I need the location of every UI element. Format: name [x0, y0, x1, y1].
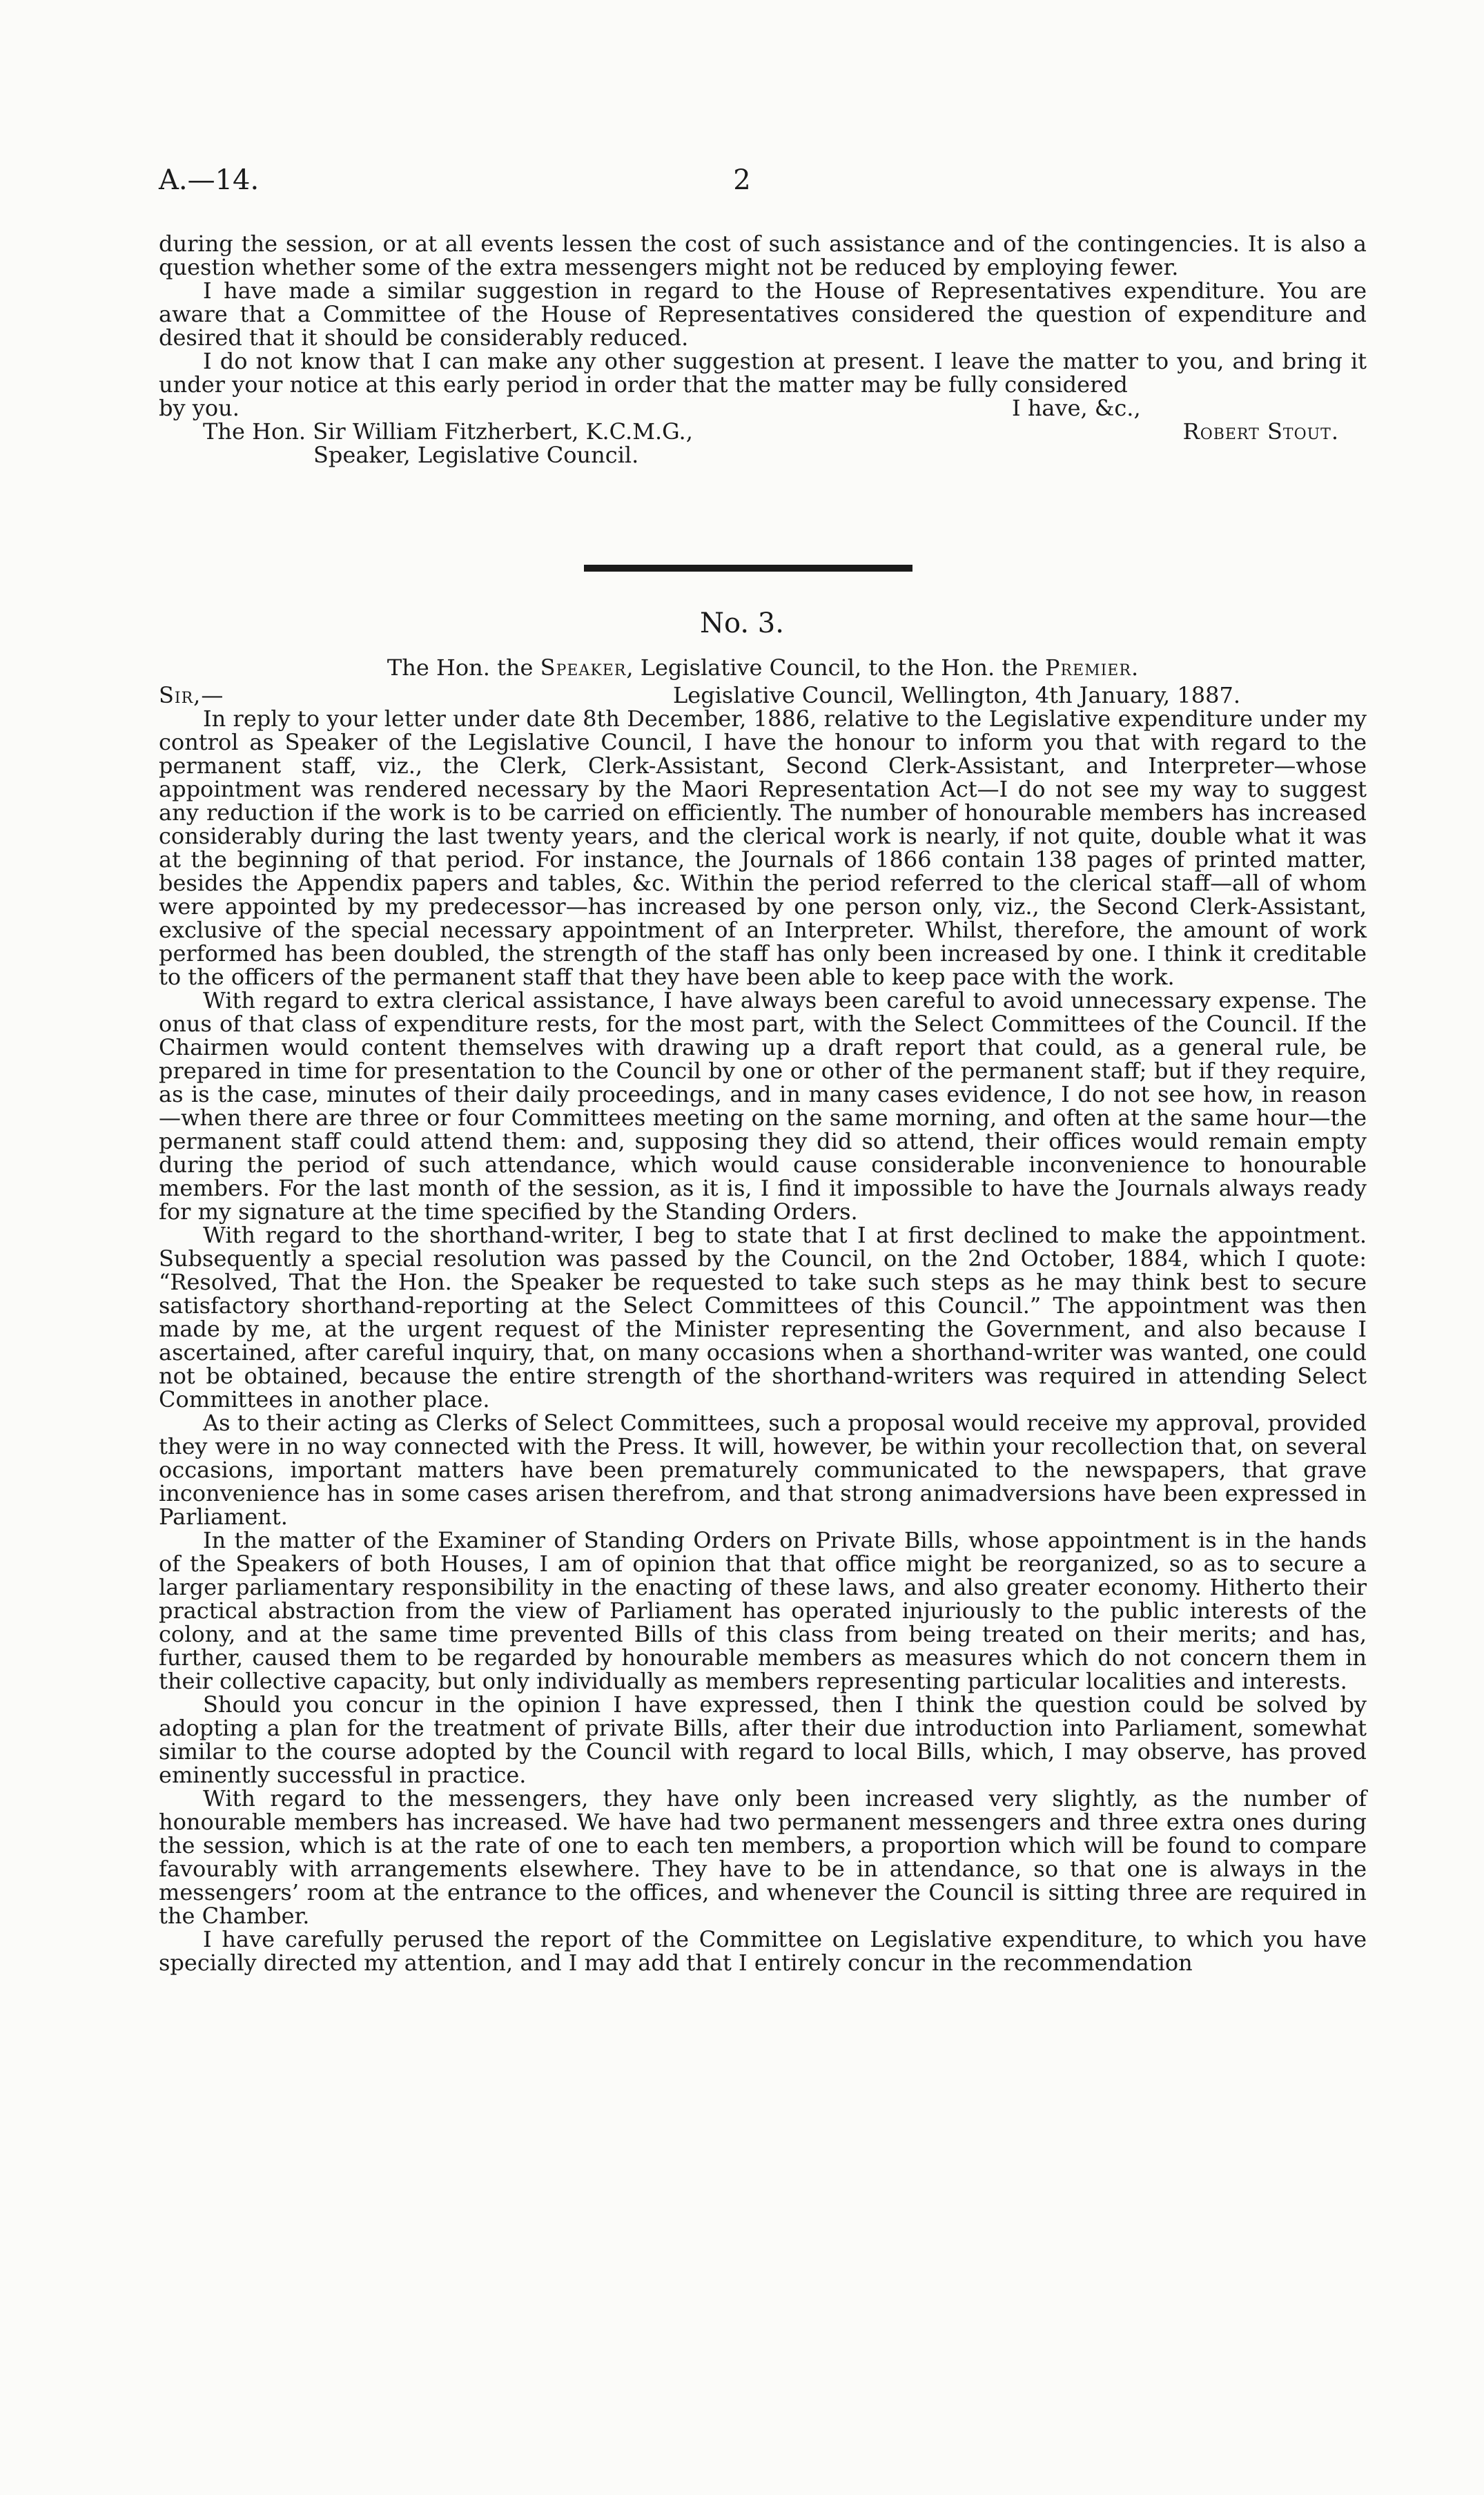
salutation-line	[159, 683, 1367, 707]
section-divider	[584, 565, 912, 572]
signature: Robert Stout.	[1182, 418, 1339, 445]
paragraph: Should you concur in the opinion I have expressed, then I think the question could be solved by adopting a plan for the treatment of private Bills, after their due introduction into Parliament, somewhat similar to the course adopted by the Council with regard to local Bills, which, I may observe, has proved eminently successful in practice.	[159, 1691, 1367, 1788]
page-header	[159, 164, 1325, 213]
heading-text: , Legislative Council, to the Hon. the	[626, 654, 1038, 681]
addressee-line	[159, 420, 1367, 443]
heading-recipient: Premier	[1044, 654, 1131, 681]
paragraph: In reply to your letter under date 8th December, 1886, relative to the Legislative expenditure under my control as Speaker of the Legislative Council, I have the honour to inform you that with regard to the permanent staff, viz., the Clerk, Clerk-Assistant, Second Clerk-Assistant, and Interpreter—whose appointment was rendered necessary by the Maori Representation Act—I do not see my way to suggest any reduction if the work is to be carried on efficiently. The number of honourable members has increased considerably during the last twenty years, and the clerical work is nearly, if not quite, double what it was at the beginning of that period. For instance, the Journals of 1866 contain 138 pages of printed matter, besides the Appendix papers and tables, &c. Within the period referred to the clerical staff—all of whom were appointed by my predecessor—has increased by one person only, viz., the Second Clerk-Assistant, exclusive of the special necessary appointment of an Interpreter. Whilst, therefore, the amount of work performed has been doubled, the strength of the staff has only been increased by one. I think it creditable to the officers of the permanent staff that they have been able to keep pace with the work.	[159, 706, 1367, 990]
closing-formula: I have, &c.,	[1012, 395, 1141, 421]
heading-text: .	[1131, 654, 1139, 681]
heading-sender: Speaker	[540, 654, 627, 681]
salutation: Sir,—	[159, 682, 224, 708]
addressee-title: Speaker, Legislative Council.	[313, 442, 639, 468]
letter-heading	[159, 654, 1367, 681]
addressee-title-line	[159, 443, 1367, 467]
paragraph: With regard to the shorthand-writer, I beg to state that I at first declined to make the appointment. Subsequently a special resolution was passed by the Council, on the 2nd October, 1884, which I quote: “Resolved, That the Hon. the Speaker be requested to take such steps as he may think best to secure satisfactory shorthand-reporting at the Select Committees of this Council.” The appointment was then made by me, at the urgent request of the Minister representing the Government, and also because I ascertained, after careful inquiry, that, on many occasions when a shorthand-writer was wanted, one could not be obtained, because the entire strength of the shorthand-writers was required in attending Select Committees in another place.	[159, 1222, 1367, 1412]
paragraph: during the session, or at all events lessen the cost of such assistance and of the contingencies. It is also a question whether some of the extra messengers might not be reduced by employing fewer.	[159, 231, 1367, 280]
closing-by-you: by you.	[159, 395, 240, 421]
dateline: Legislative Council, Wellington, 4th January, 1887.	[673, 682, 1240, 708]
closing-line	[159, 396, 1367, 420]
paragraph: In the matter of the Examiner of Standing Orders on Private Bills, whose appointment is in the hands of the Speakers of both Houses, I am of opinion that that office might be reorganized, so as to secure a larger parliamentary responsibility in the enacting of these laws, and also greater economy. Hitherto their practical abstraction from the view of Parliament has operated injuriously to the public interests of the colony, and at the same time prevented Bills of this class from being treated on their merits; and has, further, caused them to be regarded by honourable members as measures which do not concern them in their collective capacity, but only individually as members representing particular localities and interests.	[159, 1527, 1367, 1694]
document-reference: A.—14.	[159, 164, 260, 196]
paragraph: With regard to extra clerical assistance, I have always been careful to avoid unnecessary expense. The onus of that class of expenditure rests, for the most part, with the Select Committees of the Council. If the Chairmen would content themselves with drawing up a draft report that could, as a general rule, be prepared in time for presentation to the Council by one or other of the permanent staff; but if they require, as is the case, minutes of their daily proceedings, and in many cases evidence, I do not see how, in reason—when there are three or four Committees meeting on the same morning, and often at the same hour—the permanent staff could attend them: and, supposing they did so attend, their offices would remain empty during the period of such attendance, which would cause considerable inconvenience to honourable members. For the last month of the session, as it is, I find it impossible to have the Journals always ready for my signature at the time specified by the Standing Orders.	[159, 987, 1367, 1225]
paragraph: I have made a similar suggestion in regard to the House of Representatives expenditure. You are aware that a Committee of the House of Representatives considered the question of expenditure and desired that it should be considerably reduced.	[159, 278, 1367, 351]
letter-body	[159, 683, 1367, 1974]
paragraph: As to their acting as Clerks of Select Committees, such a proposal would receive my approval, provided they were in no way connected with the Press. It will, however, be within your recollection that, on several occasions, important matters have been prematurely communicated to the newspapers, that grave inconvenience has in some cases arisen therefrom, and that strong animadversions have been expressed in Parliament.	[159, 1410, 1367, 1530]
page-number: 2	[733, 164, 751, 196]
paragraph: I do not know that I can make any other suggestion at present. I leave the matter to you, and bring it under your notice at this early period in order that the matter may be fully considered	[159, 348, 1367, 398]
letter-number: No. 3.	[700, 608, 784, 639]
addressee-name: The Hon. Sir William Fitzherbert, K.C.M.G.,	[203, 418, 693, 445]
paragraph: I have carefully perused the report of the Committee on Legislative expenditure, to which you have specially directed my attention, and I may add that I entirely concur in the recommendation	[159, 1926, 1367, 1976]
letter-continuation	[159, 232, 1367, 467]
paragraph: With regard to the messengers, they have only been increased very slightly, as the number of honourable members has increased. We have had two permanent messengers and three extra ones during the session, which is at the rate of one to each ten members, a proportion which will be found to compare favourably with arrangements elsewhere. They have to be in attendance, so that one is always in the messengers’ room at the entrance to the offices, and whenever the Council is sitting three are required in the Chamber.	[159, 1785, 1367, 1929]
heading-text: The Hon. the	[387, 654, 534, 681]
